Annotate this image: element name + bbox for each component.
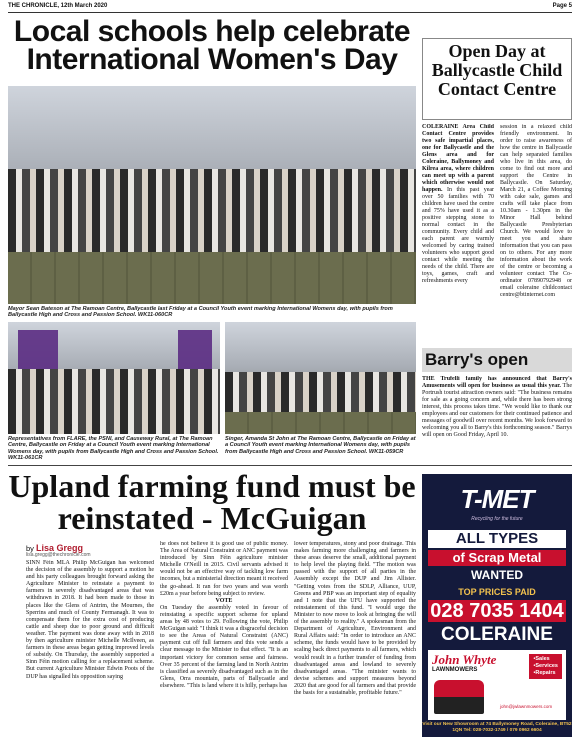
right-photo-caption: Singer, Amanda St John at The Ramoan Centre, Ballycastle on Friday at a Council Youth event marking International Womens day, with pupils from Ballycastle High and Cross and Passion School. WK11-059CR bbox=[225, 436, 416, 455]
jw-services bbox=[529, 654, 562, 679]
masthead-title: THE CHRONICLE, 12th March 2020 bbox=[8, 3, 108, 9]
jw-service-repairs: •Repairs bbox=[533, 670, 556, 676]
byline-prefix: by bbox=[26, 544, 37, 553]
open-day-col1-body: In this past year over 50 families with 70 children have used the centre and 75% have used it as a positive stepping stone to normal contact in the community. Every child and each parent are warmly welcomed by caring trained volunteers who support good contact while meeting the needs of the child. There are toys, games, craft and refreshments every bbox=[422, 187, 494, 284]
byline-name: Lisa Gregg bbox=[36, 543, 84, 553]
ad-town: COLERAINE bbox=[441, 624, 553, 645]
section-divider bbox=[8, 465, 572, 466]
story1-headline: Local schools help celebrate International Women's Day bbox=[13, 15, 411, 76]
barry-lead: THE Trufelli family has announced that Barry's Amusements will open for business as usual this year. bbox=[422, 376, 572, 389]
open-day-headline: Open Day at Ballycastle Child Contact Centre bbox=[422, 38, 572, 120]
story2-col3: lower temperatures, stony and poor drainage. This makes farming more challenging and farmers in these areas deserve the small, additional payment to help level the playing field. "The motion was passed with the support of all parties in the Assembly except the DUP and Jim Allister. "Getting votes from the SDLP, Alliance, UUP, Greens and PBP was an important step of equality and I note that the UFU have supported the reinstatement of this fund. "I would urge the Minister to now move to look at bringing the will of the assembly to reality." A spokesman from the Department of Agriculture, Environment and Rural Affairs said: "In order to introduce an ANC scheme, the funds would have to be provided by scaling back direct payments to all farmers, which would result in a further transfer of funding from disadvantaged areas and lowland to severely disadvantaged areas. "The minister wants to devise schemes and support measures beyond 2020 that are good for all farmers and that provide the basis for a sustainable, profitable future." bbox=[294, 541, 416, 696]
main-photo-caption: Mayor Sean Bateson at The Ramoan Centre, Ballycastle last Friday at a Council Youth event marking International Womens day, with pupils from Ballycastle High and Cross and Passion School. WK11-060CR bbox=[8, 306, 393, 319]
lawnmower-image bbox=[434, 680, 484, 714]
story2-headline: Upland farming fund must be reinstated - McGuigan bbox=[8, 468, 416, 536]
right-photo bbox=[225, 322, 416, 434]
open-day-lead: COLERAINE Area Child Contact Centre provides two safe impartial places, one for Ballycastle and the Glens area and for Coleraine, Ballymoney and Kilrea area, where children can meet up with a parent which otherwise would not happen. bbox=[422, 124, 494, 193]
open-day-col1 bbox=[422, 124, 494, 342]
barry-body: The Portrush tourist attraction owners said: "The business remains for sale as a going concern and, while there has been strong interest, this process takes time. "We would like to thank our employees and our customers for their continued patience and messages of goodwill over recent months. We look forward to welcoming you all to Barry's this forthcoming season." Barrys will open on Good Friday, April 10. bbox=[422, 383, 572, 438]
tmet-tagline: Recycling for the future bbox=[471, 516, 523, 522]
ad-line-all-types: ALL TYPES bbox=[428, 530, 566, 548]
ad-footer: Visit our New Showroom at 74 Ballymoney Road, Coleraine, BT52 1QN Tel: 028-7032-1749 / 079 0962 6604 bbox=[422, 722, 572, 733]
jw-service-sales: •Sales bbox=[533, 656, 550, 662]
john-whyte-advert bbox=[428, 650, 566, 720]
ad-line-wanted: WANTED bbox=[471, 568, 523, 582]
story2-col2b: On Tuesday the assembly voted in favour of reinstating a specific support scheme for upland areas by 48 votes to 29. Following the vote, Philip McGuigan said: "I think it was a disgraceful decision to see the Areas of Natural Constraint (ANC) payment cut off full farmers and this vote sends a clear message to the Minister to that effect. "It is an important victory for common sense and fairness. Over 35 percent of the farming land in North Antrim is classified as severely disadvantaged such as in the Glens, Orra mountain, parts of Ballycastle and elsewhere. "This is land where it is hilly, perhaps has bbox=[160, 604, 288, 689]
story2-col1: SINN Féin MLA Philip McGuigan has welcomed the decision of the assembly to support a motion he and his party colleagues brought forward asking the Agriculture Minister to reinstate a payment to farmers in severely disadvantaged areas that was withdrawn in 2018. It had been made to those in places like the Glens of Antrim, the Mournes, the Sperrins and much of County Fermanagh. It was to compensate them for the extra cost of producing cattle and sheep due to poor ground and difficult weather. The payment was done away with in 2018 by then agriculture minister Michelle McIlveen, as farmers in these areas began getting improved levels of subsidy. On Thursday, the assembly supported a Sinn Féin motion calling for a replacement scheme. But current Agriculture Minister Edwin Poots of the DUP has signalled his opposition saying bbox=[26, 560, 154, 680]
story2-col2a: he does not believe it is good use of public money. The Area of Natural Constraint or ANC payment was introduced by Sinn Féin agriculture minister Michelle O'Neill in 2015. Civil servants advised it would not be an effective way of tackling low farm incomes, but a ministerial direction meant it received the go-ahead. It ran for two years and was worth £20m a year before being subject to review. bbox=[160, 541, 288, 597]
vote-subhead: VOTE bbox=[215, 597, 233, 604]
jw-email: john@jwlawnmowers.com bbox=[500, 704, 553, 709]
byline-email: lisa.gregg@thechronicle.com bbox=[26, 552, 91, 558]
jw-service-services: •Services bbox=[533, 663, 558, 669]
story2-col2 bbox=[160, 541, 288, 737]
left-photo-caption: Representatives from FLARE, the PSNI, and Causeway Rural, at The Ramoan Centre, Ballycastle on Friday at a Council Youth event marking International Womens day, with pupils from Ballycastle High and Cross and Passion School. WK11-061CR bbox=[8, 436, 219, 462]
main-photo bbox=[8, 86, 416, 304]
barry-article bbox=[422, 376, 572, 460]
ad-phone: 028 7035 1404 bbox=[428, 600, 566, 622]
left-photo bbox=[8, 322, 220, 434]
ad-line-top-prices: TOP PRICES PAID bbox=[458, 587, 536, 597]
barry-headline: Barry's open bbox=[422, 348, 572, 372]
tmet-logo: T-MET bbox=[460, 484, 534, 514]
ad-line-scrap-metal: of Scrap Metal bbox=[428, 550, 566, 566]
open-day-col2: session in a relaxed child friendly environment. In order to raise awareness of how the centre in Ballycastle can help separated families who live in this area, do come to find out more and support the Centre in Ballycastle. On Saturday, March 21, a Coffee Morning with cake sale, games and crafts will take place from 10.30am - 1.30pm in the Minor Hall behind Ballycastle Presbyterian Church. We would love to meet you and share information that you can pass on to others. For any more information about the work of the centre or becoming a volunteer contact The Co-ordinator 07890792948 or email coleraine childcontact centre@btinternet.com bbox=[500, 124, 572, 298]
page-number: Page 5 bbox=[552, 3, 572, 9]
tmet-advert[interactable] bbox=[422, 474, 572, 737]
jw-name: John Whyte bbox=[432, 652, 497, 667]
masthead bbox=[8, 3, 572, 13]
jw-sub: LAWNMOWERS bbox=[432, 667, 478, 673]
